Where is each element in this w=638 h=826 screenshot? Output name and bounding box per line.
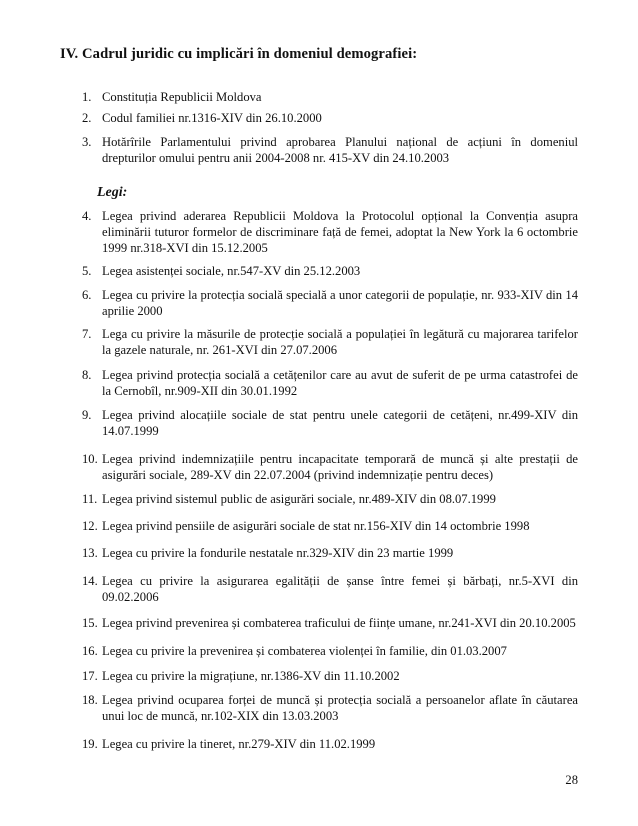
section-heading: IV. Cadrul juridic cu implicări în domeniul demografiei: — [60, 46, 418, 62]
list-item-number: 5. — [82, 264, 92, 278]
list-item-text: Legea cu privire la tineret, nr.279-XIV din 11.02.1999 — [102, 737, 376, 751]
list-item — [82, 263, 578, 279]
list-item-number: 18. — [82, 693, 98, 707]
list-item-number: 16. — [82, 644, 98, 658]
list-item-text: Legea privind ocuparea forței de muncă și protecția socială a persoanelor aflate în căutarea unui loc de muncă, nr.102-XIX din 13.03.2003 — [102, 693, 578, 723]
list-item-text: Legea privind pensiile de asigurări sociale de stat nr.156-XIV din 14 octombrie 1998 — [102, 519, 530, 533]
list-item-text: Legea privind protecția socială a cetățenilor care au avut de suferit de pe urma catastrofei de la Cernobîl, nr.909-XII din 30.01.1992 — [102, 368, 578, 398]
list-item-number: 14. — [82, 574, 98, 588]
list-item — [82, 287, 578, 319]
subsection-heading: Legi: — [97, 185, 128, 200]
list-item-text: Legea cu privire la asigurarea egalității de șanse între femei și bărbați, nr.5-XVI din 09.02.2006 — [102, 574, 578, 604]
list-item-number: 3. — [82, 135, 92, 149]
list-item-number: 7. — [82, 327, 92, 341]
list-item-text: Legea privind alocațiile sociale de stat pentru unele categorii de cetățeni, nr.499-XIV din 14.07.1999 — [102, 408, 578, 438]
list-item — [82, 451, 578, 483]
list-item — [82, 110, 578, 126]
list-item-text: Legea privind aderarea Republicii Moldova la Protocolul opțional la Convenția asupra eliminării tuturor formelor de discriminare față de femei, adoptat la New York la 6 octombrie 1999 nr.318-XVI din 15.12.2005 — [102, 209, 578, 255]
list-item — [82, 134, 578, 166]
list-item — [82, 89, 578, 105]
list-item-number: 2. — [82, 111, 92, 125]
list-item — [82, 208, 578, 256]
list-item-text: Constituția Republicii Moldova — [102, 90, 262, 104]
list-item-number: 4. — [82, 209, 92, 223]
list-item-number: 17. — [82, 669, 98, 683]
list-item — [82, 573, 578, 605]
list-item-number: 8. — [82, 368, 92, 382]
list-item-text: Codul familiei nr.1316-XIV din 26.10.2000 — [102, 111, 322, 125]
list-item-text: Legea asistenței sociale, nr.547-XV din 25.12.2003 — [102, 264, 361, 278]
list-item-number: 10. — [82, 452, 98, 466]
list-item-number: 9. — [82, 408, 92, 422]
list-item-text: Hotărîrile Parlamentului privind aprobarea Planului național de acțiuni în domeniul drepturilor omului pentru anii 2004-2008 nr. 415-XV din 24.10.2003 — [102, 135, 578, 165]
list-item-number: 15. — [82, 616, 98, 630]
list-item-text: Legea privind sistemul public de asigurări sociale, nr.489-XIV din 08.07.1999 — [102, 492, 496, 506]
list-item — [82, 545, 578, 561]
list-item — [82, 643, 578, 659]
list-item-number: 13. — [82, 546, 98, 560]
list-item-text: Legea privind prevenirea și combaterea traficului de ființe umane, nr.241-XVI din 20.10.2005 — [102, 616, 576, 630]
list-item-number: 12. — [82, 519, 98, 533]
list-item-text: Legea privind indemnizațiile pentru incapacitate temporară de muncă și alte prestații de asigurări sociale, 289-XV din 22.07.2004 (privind indemnizație pentru deces) — [102, 452, 578, 482]
list-item — [82, 736, 578, 752]
list-item — [82, 518, 578, 534]
list-item — [82, 491, 578, 507]
list-item-number: 19. — [82, 737, 98, 751]
list-item-text: Legea cu privire la fondurile nestatale nr.329-XIV din 23 martie 1999 — [102, 546, 454, 560]
list-item — [82, 615, 578, 631]
list-item-number: 1. — [82, 90, 92, 104]
list-item-text: Legea cu privire la migrațiune, nr.1386-XV din 11.10.2002 — [102, 669, 400, 683]
list-item-number: 11. — [82, 492, 98, 506]
list-item-text: Lega cu privire la măsurile de protecție socială a populației în legătură cu majorarea tarifelor la gazele naturale, nr. 261-XVI din 27.07.2006 — [102, 327, 578, 357]
list-item-number: 6. — [82, 288, 92, 302]
page-number: 28 — [565, 773, 578, 787]
list-item — [82, 367, 578, 399]
list-item — [82, 692, 578, 724]
list-item-text: Legea cu privire la prevenirea și combaterea violenței în familie, din 01.03.2007 — [102, 644, 507, 658]
list-item — [82, 326, 578, 358]
list-item-text: Legea cu privire la protecția socială specială a unor categorii de populație, nr. 933-XIV din 14 aprilie 2000 — [102, 288, 578, 318]
list-item — [82, 668, 578, 684]
list-item — [82, 407, 578, 439]
